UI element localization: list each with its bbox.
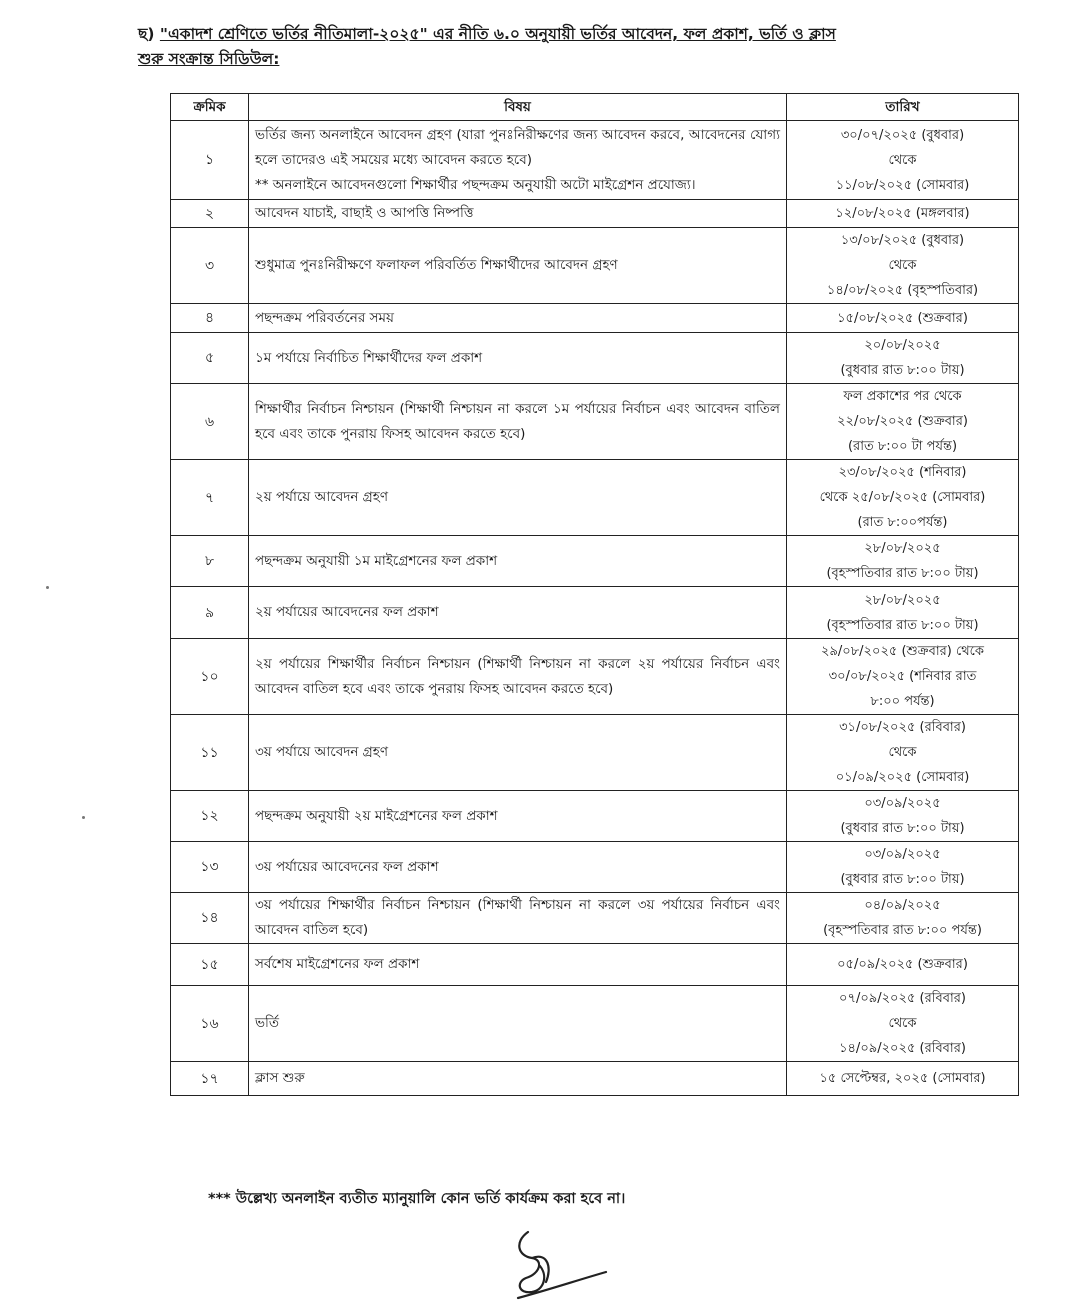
table-row xyxy=(171,791,1019,842)
row-subject xyxy=(249,715,787,791)
row-date xyxy=(787,460,1019,536)
row-date-line: ০৩/০৯/২০২৫ xyxy=(864,847,941,862)
table-row xyxy=(171,333,1019,384)
row-subject-text: শুধুমাত্র পুনঃনিরীক্ষণে ফলাফল পরিবর্তিত শিক্ষার্থীদের আবেদন গ্রহণ xyxy=(255,257,618,273)
row-date xyxy=(787,304,1019,333)
header-serial: ক্রমিক xyxy=(171,94,249,121)
row-date-line: (বৃহস্পতিবার রাত ৮:০০ টায়) xyxy=(826,617,979,633)
row-date xyxy=(787,842,1019,893)
row-subject xyxy=(249,228,787,304)
row-serial: ৯ xyxy=(171,587,249,639)
row-subject-text: পছন্দক্রম অনুযায়ী ২য় মাইগ্রেশনের ফল প্রকাশ xyxy=(255,807,498,824)
row-serial: ১২ xyxy=(171,791,249,842)
row-date xyxy=(787,536,1019,587)
row-date xyxy=(787,791,1019,842)
row-date xyxy=(787,121,1019,200)
row-subject xyxy=(249,986,787,1062)
row-subject xyxy=(249,639,787,715)
row-subject-text: ** অনলাইনে আবেদনগুলো শিক্ষার্থীর পছন্দক্রম অনুযায়ী অটো মাইগ্রেশন প্রযোজ্য। xyxy=(255,176,696,193)
row-serial: ৬ xyxy=(171,384,249,460)
row-subject-text: ২য় পর্যায়ে আবেদন গ্রহণ xyxy=(255,489,389,505)
row-subject-text: পছন্দক্রম পরিবর্তনের সময় xyxy=(255,309,394,326)
row-date-line: থেকে xyxy=(888,745,917,760)
footer-note: *** উল্লেখ্য অনলাইন ব্যতীত ম্যানুয়ালি কোন ভর্তি কার্যক্রম করা হবে না। xyxy=(208,1191,626,1207)
table-row xyxy=(171,304,1019,333)
row-date xyxy=(787,587,1019,639)
row-date-line: ২০/০৮/২০২৫ xyxy=(864,338,941,353)
table-body xyxy=(171,121,1019,1096)
row-date-line: ফল প্রকাশের পর থেকে xyxy=(843,389,962,404)
row-date-line: ১১/০৮/২০২৫ (সোমবার) xyxy=(835,177,970,193)
row-date xyxy=(787,1062,1019,1096)
row-date xyxy=(787,893,1019,944)
row-date xyxy=(787,986,1019,1062)
row-serial: ১৭ xyxy=(171,1062,249,1096)
row-subject-text: ভর্তি xyxy=(255,1015,280,1031)
table-row xyxy=(171,842,1019,893)
row-serial: ২ xyxy=(171,200,249,228)
row-date-line: ১৪/০৯/২০২৫ (রবিবার) xyxy=(839,1041,966,1056)
table-row xyxy=(171,639,1019,715)
row-date-line: থেকে ২৫/০৮/২০২৫ (সোমবার) xyxy=(819,490,986,505)
row-date xyxy=(787,384,1019,460)
scan-speck xyxy=(82,816,85,819)
row-subject xyxy=(249,460,787,536)
row-date xyxy=(787,944,1019,986)
row-subject-text: শিক্ষার্থীর নির্বাচন নিশ্চায়ন (শিক্ষার্থী নিশ্চায়ন না করলে ১ম পর্যায়ের নির্বাচন এবং আবেদন বাতিল হবে এবং তাকে পুনরায় ফিসহ আবেদন করতে হবে) xyxy=(255,400,780,442)
row-date-line: ৮:০০ পর্যন্ত) xyxy=(870,694,935,709)
signature xyxy=(488,1222,608,1304)
row-serial: ৭ xyxy=(171,460,249,536)
row-subject xyxy=(249,944,787,986)
row-subject xyxy=(249,384,787,460)
row-subject-text: পছন্দক্রম অনুযায়ী ১ম মাইগ্রেশনের ফল প্রকাশ xyxy=(255,552,498,569)
row-date-line: ১২/০৮/২০২৫ (মঙ্গলবার) xyxy=(835,206,970,221)
row-date-line: ০৫/০৯/২০২৫ (শুক্রবার) xyxy=(837,957,968,972)
section-heading xyxy=(138,22,1018,72)
row-subject-text: ১ম পর্যায়ে নির্বাচিত শিক্ষার্থীদের ফল প্রকাশ xyxy=(255,349,483,366)
row-subject-text: ক্লাস শুরু xyxy=(255,1070,305,1086)
row-serial: ১১ xyxy=(171,715,249,791)
table-row xyxy=(171,986,1019,1062)
row-date-line: ৩১/০৮/২০২৫ (রবিবার) xyxy=(839,720,966,735)
row-date-line: (বুধবার রাত ৮:০০ টায়) xyxy=(840,872,965,887)
table-row xyxy=(171,200,1019,228)
row-date xyxy=(787,333,1019,384)
row-serial: ১ xyxy=(171,121,249,200)
row-date-line: ৩০/০৭/২০২৫ (বুধবার) xyxy=(840,127,965,143)
row-date xyxy=(787,639,1019,715)
row-serial: ৫ xyxy=(171,333,249,384)
row-subject-text: ৩য় পর্যায়ের শিক্ষার্থীর নির্বাচন নিশ্চায়ন (শিক্ষার্থী নিশ্চায়ন না করলে ৩য় পর্যায়ের নির্বাচন এবং আবেদন বাতিল হবে) xyxy=(255,897,780,938)
row-date-line: থেকে xyxy=(888,1016,917,1031)
row-date-line: ২৮/০৮/২০২৫ xyxy=(864,541,941,556)
row-serial: ৪ xyxy=(171,304,249,333)
table-row xyxy=(171,587,1019,639)
row-date-line: ১৫/০৮/২০২৫ (শুক্রবার) xyxy=(837,310,968,326)
row-date-line: ২২/০৮/২০২৫ (শুক্রবার) xyxy=(837,414,968,429)
table-row xyxy=(171,121,1019,200)
schedule-table xyxy=(170,93,1019,1096)
row-serial: ৮ xyxy=(171,536,249,587)
row-subject-text: ৩য় পর্যায়ে আবেদন গ্রহণ xyxy=(255,744,389,760)
row-serial: ১৬ xyxy=(171,986,249,1062)
row-date-line: (বুধবার রাত ৮:০০ টায়) xyxy=(840,821,965,836)
row-date-line: ১৪/০৮/২০২৫ (বৃহস্পতিবার) xyxy=(826,283,979,298)
table-row xyxy=(171,460,1019,536)
row-date xyxy=(787,228,1019,304)
row-serial: ১৩ xyxy=(171,842,249,893)
row-date-line: ০৭/০৯/২০২৫ (রবিবার) xyxy=(839,991,966,1006)
table-row xyxy=(171,536,1019,587)
row-subject-text: ২য় পর্যায়ের আবেদনের ফল প্রকাশ xyxy=(255,604,439,620)
row-date-line: (রাত ৮:০০ টা পর্যন্ত) xyxy=(847,439,958,454)
table-row xyxy=(171,384,1019,460)
row-date-line: ০১/০৯/২০২৫ (সোমবার) xyxy=(835,770,970,785)
row-date xyxy=(787,200,1019,228)
row-subject xyxy=(249,587,787,639)
row-subject-text: ২য় পর্যায়ের শিক্ষার্থীর নির্বাচন নিশ্চায়ন (শিক্ষার্থী নিশ্চায়ন না করলে ২য় পর্যায়ের নির্বাচন এবং আবেদন বাতিল হবে এবং তাকে পুনরায় ফিসহ আবেদন করতে হবে) xyxy=(255,655,780,697)
row-date-line: ২৮/০৮/২০২৫ xyxy=(864,592,941,608)
table-row xyxy=(171,1062,1019,1096)
row-date-line: ০৪/০৯/২০২৫ xyxy=(864,898,941,913)
row-date-line: ১৩/০৮/২০২৫ (বুধবার) xyxy=(840,233,965,248)
row-subject xyxy=(249,842,787,893)
row-date-line: ১৫ সেপ্টেম্বর, ২০২৫ (সোমবার) xyxy=(819,1071,986,1086)
heading-line-2: শুরু সংক্রান্ত সিডিউল: xyxy=(138,50,280,68)
row-date-line: (রাত ৮:০০পর্যন্ত) xyxy=(857,515,948,530)
row-serial: ৩ xyxy=(171,228,249,304)
row-date-line: (বৃহস্পতিবার রাত ৮:০০ টায়) xyxy=(826,566,979,581)
row-subject xyxy=(249,1062,787,1096)
row-subject-text: ৩য় পর্যায়ের আবেদনের ফল প্রকাশ xyxy=(255,858,439,875)
row-date-line: থেকে xyxy=(888,258,917,273)
row-subject xyxy=(249,536,787,587)
row-date-line: (বুধবার রাত ৮:০০ টায়) xyxy=(840,363,965,378)
row-date-line: ০৩/০৯/২০২৫ xyxy=(864,796,941,811)
row-subject xyxy=(249,304,787,333)
heading-line-1: "একাদশ শ্রেণিতে ভর্তির নীতিমালা-২০২৫" এর নীতি ৬.০ অনুযায়ী ভর্তির আবেদন, ফল প্রকাশ, ভর্তি ও ক্লাস xyxy=(159,25,836,43)
table-row xyxy=(171,944,1019,986)
section-marker: ছ) xyxy=(138,25,155,43)
row-date-line: ২৩/০৮/২০২৫ (শনিবার) xyxy=(838,465,967,480)
row-serial: ১৫ xyxy=(171,944,249,986)
row-subject xyxy=(249,791,787,842)
row-date-line: ২৯/০৮/২০২৫ (শুক্রবার) থেকে xyxy=(821,644,984,659)
row-date-line: ৩০/০৮/২০২৫ (শনিবার রাত xyxy=(828,669,977,684)
row-subject xyxy=(249,121,787,200)
table-header-row xyxy=(171,94,1019,121)
row-date-line: থেকে xyxy=(888,152,917,168)
table-row xyxy=(171,715,1019,791)
row-serial: ১৪ xyxy=(171,893,249,944)
header-subject: বিষয় xyxy=(249,94,787,121)
row-subject-text: সর্বশেষ মাইগ্রেশনের ফল প্রকাশ xyxy=(255,956,420,972)
table-row xyxy=(171,893,1019,944)
row-subject xyxy=(249,893,787,944)
row-date xyxy=(787,715,1019,791)
scan-speck xyxy=(46,586,49,589)
row-date-line: (বৃহস্পতিবার রাত ৮:০০ পর্যন্ত) xyxy=(823,923,982,938)
table-row xyxy=(171,228,1019,304)
row-serial: ১০ xyxy=(171,639,249,715)
row-subject-text: আবেদন যাচাই, বাছাই ও আপত্তি নিষ্পত্তি xyxy=(255,205,474,221)
row-subject xyxy=(249,333,787,384)
header-date: তারিখ xyxy=(787,94,1019,121)
row-subject-text: ভর্তির জন্য অনলাইনে আবেদন গ্রহণ (যারা পুনঃনিরীক্ষণের জন্য আবেদন করবে, আবেদনের যোগ্য হলে তাদেরও এই সময়ের মধ্যে আবেদন করতে হবে) xyxy=(255,126,780,168)
row-subject xyxy=(249,200,787,228)
